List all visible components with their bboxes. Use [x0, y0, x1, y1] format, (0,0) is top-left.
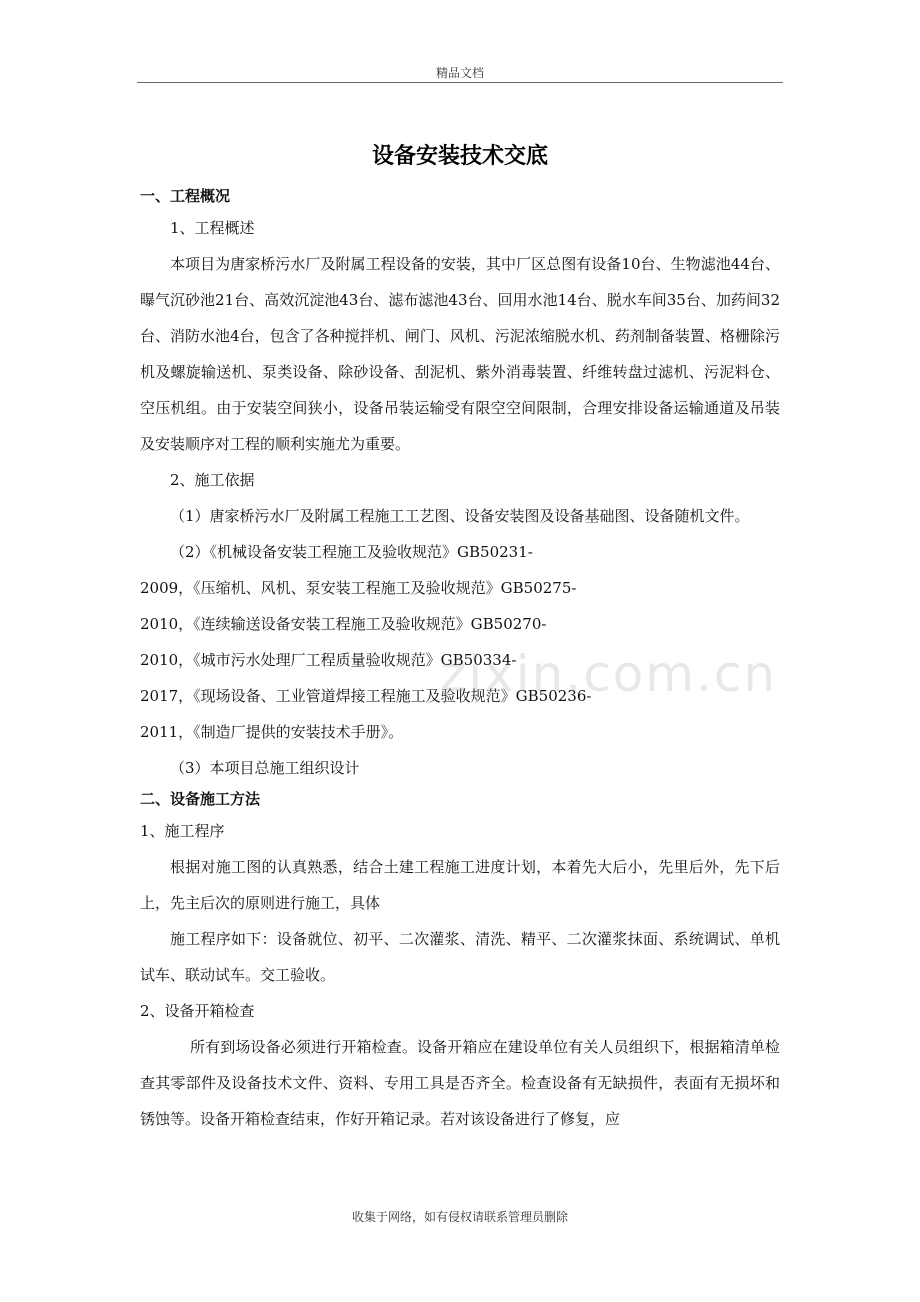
basis-item-2-line: 2011，《制造厂提供的安装技术手册》。: [140, 723, 404, 741]
basis-item-3: （3）本项目总施工组织设计: [170, 759, 360, 777]
header-divider: [137, 82, 783, 83]
basis-item-2-line: 2017，《现场设备、工业管道焊接工程施工及验收规范》GB50236-: [140, 687, 592, 705]
subsection-1-2-heading: 2、施工依据: [170, 471, 255, 489]
basis-item-2: [140, 534, 780, 750]
construction-procedure-paragraph-2: 施工程序如下：设备就位、初平、二次灌浆、清洗、精平、二次灌浆抹面、系统调试、单机试车、联动试车。交工验收。: [140, 930, 780, 984]
document-title: 设备安装技术交底: [371, 144, 548, 169]
basis-item-2-line: （2）《机械设备安装工程施工及验收规范》GB50231-: [170, 543, 533, 561]
page-header: 精品文档: [435, 66, 484, 80]
subsection-2-2-heading: 2、设备开箱检查: [140, 1002, 255, 1020]
basis-item-1: （1）唐家桥污水厂及附属工程施工工艺图、设备安装图及设备基础图、设备随机文件。: [170, 507, 750, 525]
basis-item-2-line: 2010，《城市污水处理厂工程质量验收规范》GB50334-: [140, 651, 517, 669]
unpacking-inspection-paragraph: 所有到场设备必须进行开箱检查。设备开箱应在建设单位有关人员组织下，根据箱清单检查其零部件及设备技术文件、资料、专用工具是否齐全。检查设备有无缺损件，表面有无损坏和锈蚀等。设备开箱检查结束，作好开箱记录。若对该设备进行了修复，应: [140, 1038, 780, 1128]
page-footer: 收集于网络，如有侵权请联系管理员删除: [351, 1210, 568, 1224]
subsection-2-1-heading: 1、施工程序: [140, 822, 225, 840]
project-overview-paragraph: 本项目为唐家桥污水厂及附属工程设备的安装，其中厂区总图有设备10台、生物滤池44台、曝气沉砂池21台、高效沉淀池43台、滤布滤池43台、回用水池14台、脱水车间35台、加药间32台、消防水池4台，包含了各种搅拌机、闸门、风机、污泥浓缩脱水机、药剂制备装置、格栅除污机及螺旋输送机、泵类设备、除砂设备、刮泥机、紫外消毒装置、纤维转盘过滤机、污泥料仓、空压机组。由于安装空间狭小，设备吊装运输受有限空空间限制，合理安排设备运输通道及吊装及安装顺序对工程的顺利实施尤为重要。: [140, 255, 780, 453]
section-2-heading: 二、设备施工方法: [140, 790, 261, 808]
construction-procedure-paragraph-1: 根据对施工图的认真熟悉，结合土建工程施工进度计划，本着先大后小，先里后外，先下后上，先主后次的原则进行施工，具体: [140, 858, 780, 912]
section-1-heading: 一、工程概况: [140, 187, 231, 205]
basis-item-2-line: 2010，《连续输送设备安装工程施工及验收规范》GB50270-: [140, 615, 547, 633]
document-body: [140, 183, 780, 1137]
subsection-1-1-heading: 1、工程概述: [170, 219, 255, 237]
basis-item-2-line: 2009，《压缩机、风机、泵安装工程施工及验收规范》GB50275-: [140, 579, 577, 597]
watermark: zixin.com.cn: [440, 645, 778, 703]
